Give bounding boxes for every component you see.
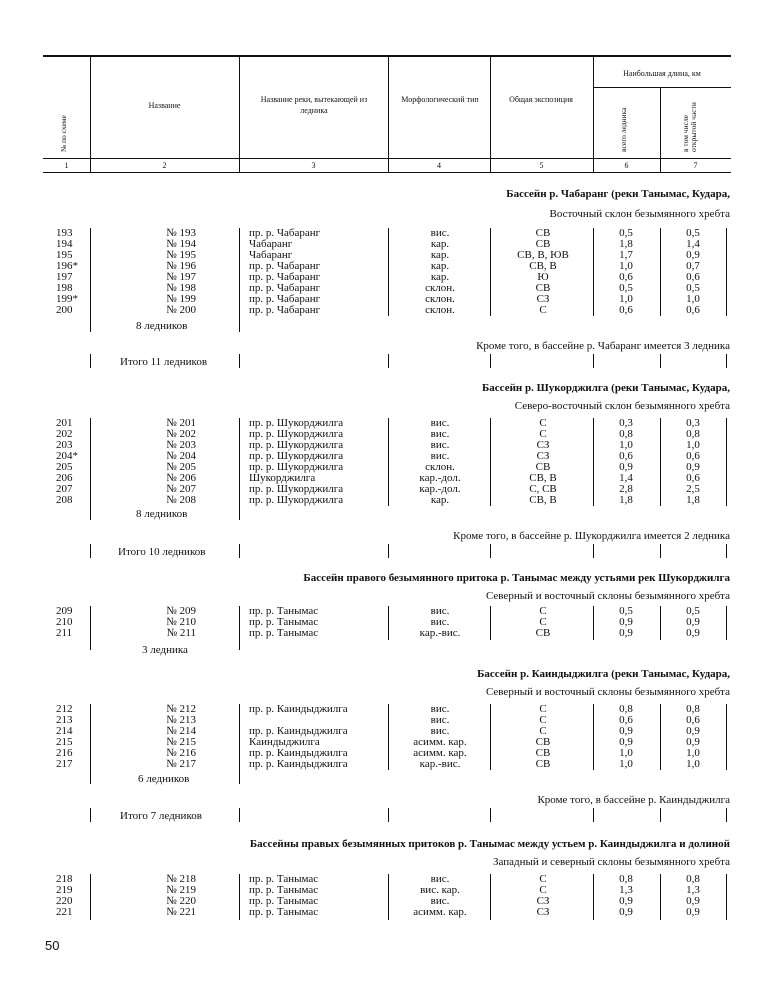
glacier-number: 213: [56, 714, 73, 726]
section-2-divider: [490, 418, 491, 506]
glacier-name: № 219: [166, 884, 196, 896]
section-1-divider: [660, 228, 661, 316]
glacier-name: № 205: [166, 461, 196, 473]
length-open: 0,6: [686, 472, 700, 484]
section-3-divider: [388, 606, 389, 640]
header-col6: всего ледника: [619, 107, 628, 152]
length-total: 0,8: [619, 703, 633, 715]
section-2-divider: [660, 418, 661, 506]
section-5-divider: [239, 874, 240, 920]
section-3-count: 3 ледника: [142, 644, 188, 656]
section-2-divider: [239, 418, 240, 520]
length-total: 1,0: [619, 439, 633, 451]
length-open: 1,0: [686, 439, 700, 451]
length-open: 0,5: [686, 605, 700, 617]
section-4-subtitle: Северный и восточный склоны безымянного хребта: [485, 686, 730, 698]
river-name: пр. р. Танымас: [249, 627, 319, 639]
length-open: 0,6: [686, 304, 700, 316]
exposure: С: [539, 304, 547, 316]
exposure: СВ, В: [529, 260, 557, 272]
length-total: 0,6: [619, 450, 633, 462]
glacier-number: 218: [56, 873, 73, 885]
glacier-number: 207: [56, 483, 73, 495]
section-4-divider: [388, 704, 389, 770]
glacier-number: 202: [56, 428, 73, 440]
section-3-divider: [490, 606, 491, 640]
morph-type: кар.-дол.: [419, 472, 461, 484]
morph-type: склон.: [425, 293, 455, 305]
morph-type: вис. кар.: [420, 884, 460, 896]
glacier-number: 211: [56, 627, 73, 639]
river-name: пр. р. Танымас: [249, 895, 319, 907]
header-col5: Общая экспозиция: [509, 95, 573, 104]
morph-type: кар.: [430, 260, 450, 272]
length-open: 0,7: [686, 260, 700, 272]
river-name: пр. р. Шукорджилга: [249, 461, 344, 473]
length-open: 0,3: [686, 417, 700, 429]
morph-type: вис.: [430, 417, 450, 429]
section-4-divider: [239, 704, 240, 784]
section-3-subtitle: Северный и восточный склоны безымянного хребта: [485, 590, 730, 602]
section-3-divider: [660, 606, 661, 640]
length-open: 1,4: [686, 238, 700, 250]
glacier-name: № 201: [166, 417, 196, 429]
exposure: Ю: [537, 271, 549, 283]
morph-type: вис.: [430, 895, 450, 907]
length-total: 1,7: [619, 249, 633, 261]
river-name: Чабаранг: [249, 249, 293, 261]
glacier-name: № 202: [166, 428, 196, 440]
exposure: СВ, В: [529, 494, 557, 506]
glacier-number: 221: [56, 906, 73, 918]
length-total: 1,4: [619, 472, 633, 484]
river-name: Чабаранг: [249, 238, 293, 250]
length-open: 0,6: [686, 714, 700, 726]
river-name: пр. р. Чабаранг: [249, 282, 321, 294]
colnum-2: 2: [162, 161, 167, 170]
glacier-name: № 197: [166, 271, 196, 283]
morph-type: вис.: [430, 450, 450, 462]
glacier-name: № 215: [166, 736, 196, 748]
river-name: Каиндыджилга: [249, 736, 320, 748]
length-open: 0,9: [686, 627, 700, 639]
section-3-divider: [726, 606, 727, 640]
section-3-divider: [593, 606, 594, 640]
river-name: пр. р. Каиндыджилга: [249, 747, 348, 759]
section-2-divider: [388, 418, 389, 506]
glacier-number: 197: [56, 271, 73, 283]
section-1-title: Бассейн р. Чабаранг (реки Танымас, Кудара,: [506, 188, 730, 200]
length-total: 0,5: [619, 227, 633, 239]
colnum-6: 6: [624, 161, 629, 170]
section-1-total: Итого 11 ледников: [120, 356, 208, 368]
glacier-name: № 210: [166, 616, 196, 628]
header-col3: Название реки, вытекающей из ледника: [260, 95, 368, 115]
river-name: пр. р. Танымас: [249, 605, 319, 617]
river-name: пр. р. Каиндыджилга: [249, 725, 348, 737]
length-total: 1,0: [619, 260, 633, 272]
exposure: СЗ: [536, 895, 550, 907]
morph-type: склон.: [425, 282, 455, 294]
glacier-name: № 216: [166, 747, 196, 759]
glacier-name: № 203: [166, 439, 196, 451]
exposure: С: [539, 616, 547, 628]
river-name: пр. р. Танымас: [249, 616, 319, 628]
glacier-name: № 209: [166, 605, 196, 617]
section-4-total: Итого 7 ледников: [120, 810, 202, 822]
length-open: 0,9: [686, 906, 700, 918]
glacier-name: № 193: [166, 227, 196, 239]
length-total: 0,9: [619, 895, 633, 907]
length-open: 0,9: [686, 895, 700, 907]
exposure: СВ: [535, 282, 551, 294]
exposure: СВ: [535, 461, 551, 473]
morph-type: асимм. кар.: [413, 747, 467, 759]
section-4-title: Бассейн р. Каиндыджилга (реки Танымас, Кудара,: [477, 668, 730, 680]
glacier-number: 219: [56, 884, 73, 896]
section-4-divider: [726, 704, 727, 770]
glacier-name: № 196: [166, 260, 196, 272]
exposure: С: [539, 725, 547, 737]
glacier-name: № 212: [166, 703, 196, 715]
section-2-total: Итого 10 ледников: [118, 546, 206, 558]
section-3-divider: [239, 606, 240, 650]
length-total: 0,8: [619, 428, 633, 440]
section-1-divider: [239, 228, 240, 332]
exposure: СВ: [535, 227, 551, 239]
glacier-name: № 198: [166, 282, 196, 294]
glacier-number: 216: [56, 747, 73, 759]
length-open: 1,8: [686, 494, 700, 506]
river-name: пр. р. Чабаранг: [249, 260, 321, 272]
header-col2: Название: [148, 101, 181, 110]
glacier-number: 210: [56, 616, 73, 628]
length-open: 0,9: [686, 725, 700, 737]
exposure: СВ, В, ЮВ: [517, 249, 569, 261]
river-name: Шукорджилга: [249, 472, 316, 484]
glacier-number: 220: [56, 895, 73, 907]
length-open: 1,0: [686, 293, 700, 305]
section-4-count: 6 ледников: [138, 773, 190, 785]
glacier-name: № 217: [166, 758, 196, 770]
length-total: 0,6: [619, 271, 633, 283]
river-name: пр. р. Чабаранг: [249, 293, 321, 305]
section-5-subtitle: Западный и северный склоны безымянного хребта: [492, 856, 730, 868]
glacier-number: 201: [56, 417, 73, 429]
river-name: пр. р. Шукорджилга: [249, 450, 344, 462]
glacier-name: № 211: [166, 627, 196, 639]
glacier-name: № 221: [166, 906, 196, 918]
morph-type: вис.: [430, 714, 450, 726]
glacier-number: 195: [56, 249, 73, 261]
exposure: С: [539, 605, 547, 617]
morph-type: вис.: [430, 428, 450, 440]
glacier-number: 199*: [56, 293, 78, 305]
section-5-title: Бассейны правых безымянных притоков р. Танымас между устьем р. Каиндыджилга и долиной: [249, 838, 730, 850]
glacier-number: 215: [56, 736, 73, 748]
page-number: 50: [45, 938, 60, 953]
glacier-number: 206: [56, 472, 73, 484]
length-total: 0,9: [619, 725, 633, 737]
glacier-number: 205: [56, 461, 73, 473]
glacier-number: 212: [56, 703, 73, 715]
exposure: С: [539, 714, 547, 726]
exposure: СВ: [535, 747, 551, 759]
glacier-number: 200: [56, 304, 73, 316]
section-3-divider: [90, 606, 91, 650]
length-total: 0,9: [619, 627, 633, 639]
exposure: СЗ: [536, 293, 550, 305]
section-2-divider: [726, 418, 727, 506]
glacier-number: 209: [56, 605, 73, 617]
header-col4: Морфологический тип: [401, 95, 479, 104]
exposure: СВ: [535, 736, 551, 748]
length-open: 0,8: [686, 873, 700, 885]
section-5-divider: [593, 874, 594, 920]
length-total: 0,8: [619, 873, 633, 885]
glacier-number: 217: [56, 758, 73, 770]
section-2-subtitle: Северо-восточный склон безымянного хребта: [514, 400, 730, 412]
river-name: пр. р. Шукорджилга: [249, 428, 344, 440]
length-total: 0,3: [619, 417, 633, 429]
glacier-name: № 214: [166, 725, 196, 737]
colnum-4: 4: [437, 161, 441, 170]
glacier-number: 214: [56, 725, 73, 737]
section-2-divider: [593, 418, 594, 506]
morph-type: кар.-дол.: [419, 483, 461, 495]
exposure: СВ, В: [529, 472, 557, 484]
length-open: 1,0: [686, 747, 700, 759]
exposure: С: [539, 873, 547, 885]
glacier-name: № 206: [166, 472, 196, 484]
river-name: пр. р. Чабаранг: [249, 227, 321, 239]
morph-type: вис.: [430, 873, 450, 885]
colnum-5: 5: [539, 161, 544, 170]
morph-type: кар.: [430, 271, 450, 283]
glacier-number: 193: [56, 227, 73, 239]
section-3-title: Бассейн правого безымянного притока р. Танымас между устьями рек Шукорджилга: [303, 572, 730, 584]
length-open: 0,9: [686, 736, 700, 748]
morph-type: склон.: [425, 304, 455, 316]
morph-type: кар.-вис.: [419, 627, 461, 639]
section-2-note: Кроме того, в бассейне р. Шукорджилга имеется 2 ледника: [453, 530, 730, 542]
length-open: 2,5: [686, 483, 700, 495]
morph-type: вис.: [430, 725, 450, 737]
section-5-divider: [726, 874, 727, 920]
river-name: пр. р. Танымас: [249, 906, 319, 918]
section-5-divider: [490, 874, 491, 920]
glacier-name: № 213: [166, 714, 196, 726]
exposure: СЗ: [536, 439, 550, 451]
section-4-divider: [660, 704, 661, 770]
glacier-name: № 199: [166, 293, 196, 305]
length-open: 0,9: [686, 616, 700, 628]
exposure: С: [539, 428, 547, 440]
length-open: 0,6: [686, 271, 700, 283]
length-total: 0,9: [619, 616, 633, 628]
glacier-number: 196*: [56, 260, 78, 272]
length-total: 1,3: [619, 884, 633, 896]
morph-type: кар.: [430, 238, 450, 250]
length-open: 0,5: [686, 227, 700, 239]
glacier-number: 198: [56, 282, 73, 294]
river-name: пр. р. Шукорджилга: [249, 494, 344, 506]
length-total: 0,9: [619, 736, 633, 748]
length-total: 1,0: [619, 758, 633, 770]
exposure: С: [539, 884, 547, 896]
length-total: 1,8: [619, 238, 633, 250]
glacier-number: 203: [56, 439, 73, 451]
section-1-subtitle: Восточный склон безымянного хребта: [549, 208, 730, 220]
colnum-7: 7: [693, 161, 698, 170]
length-open: 1,0: [686, 758, 700, 770]
morph-type: склон.: [425, 461, 455, 473]
length-total: 0,5: [619, 605, 633, 617]
exposure: С: [539, 703, 547, 715]
river-name: пр. р. Чабаранг: [249, 304, 321, 316]
glacier-number: 194: [56, 238, 73, 250]
length-open: 1,3: [686, 884, 700, 896]
exposure: С: [539, 417, 547, 429]
section-1-count: 8 ледников: [136, 320, 188, 332]
morph-type: кар.: [430, 494, 450, 506]
river-name: пр. р. Шукорджилга: [249, 439, 344, 451]
river-name: пр. р. Каиндыджилга: [249, 703, 348, 715]
river-name: пр. р. Каиндыджилга: [249, 758, 348, 770]
section-4-divider: [90, 704, 91, 784]
section-4-divider: [490, 704, 491, 770]
colnum-1: 1: [64, 161, 69, 170]
length-open: 0,5: [686, 282, 700, 294]
length-total: 0,6: [619, 714, 633, 726]
exposure: СВ: [535, 238, 551, 250]
section-1-divider: [726, 228, 727, 316]
section-5-divider: [388, 874, 389, 920]
section-5-divider: [660, 874, 661, 920]
glacier-name: № 200: [166, 304, 196, 316]
length-total: 0,6: [619, 304, 633, 316]
river-name: пр. р. Чабаранг: [249, 271, 321, 283]
section-1-note: Кроме того, в бассейне р. Чабаранг имеется 3 ледника: [476, 340, 730, 352]
section-1-divider: [90, 228, 91, 332]
header-col1: № по схеме: [59, 115, 68, 152]
length-open: 0,8: [686, 428, 700, 440]
length-total: 1,0: [619, 293, 633, 305]
length-total: 1,0: [619, 747, 633, 759]
section-2-count: 8 ледников: [136, 508, 188, 520]
section-1-divider: [490, 228, 491, 316]
morph-type: асимм. кар.: [413, 906, 467, 918]
glacier-name: № 207: [166, 483, 196, 495]
morph-type: вис.: [430, 616, 450, 628]
exposure: С, СВ: [529, 483, 557, 495]
glacier-name: № 220: [166, 895, 196, 907]
glacier-name: № 218: [166, 873, 196, 885]
glacier-name: № 194: [166, 238, 196, 250]
colnum-3: 3: [311, 161, 316, 170]
glacier-name: № 195: [166, 249, 196, 261]
section-2-title: Бассейн р. Шукорджилга (реки Танымас, Кудара,: [482, 382, 730, 394]
exposure: СЗ: [536, 906, 550, 918]
exposure: СЗ: [536, 450, 550, 462]
morph-type: вис.: [430, 439, 450, 451]
morph-type: вис.: [430, 605, 450, 617]
length-total: 2,8: [619, 483, 633, 495]
length-total: 0,5: [619, 282, 633, 294]
length-open: 0,9: [686, 249, 700, 261]
header-col7: в том числе открытой части: [681, 102, 698, 152]
length-open: 0,9: [686, 461, 700, 473]
river-name: пр. р. Шукорджилга: [249, 417, 344, 429]
exposure: СВ: [535, 758, 551, 770]
section-1-divider: [388, 228, 389, 316]
glacier-number: 208: [56, 494, 73, 506]
length-open: 0,8: [686, 703, 700, 715]
morph-type: кар.-вис.: [419, 758, 461, 770]
length-total: 1,8: [619, 494, 633, 506]
glacier-number: 204*: [56, 450, 78, 462]
glacier-name: № 208: [166, 494, 196, 506]
length-open: 0,6: [686, 450, 700, 462]
header-length-group: Наибольшая длина, км: [623, 69, 701, 78]
length-total: 0,9: [619, 461, 633, 473]
river-name: пр. р. Танымас: [249, 873, 319, 885]
river-name: пр. р. Шукорджилга: [249, 483, 344, 495]
morph-type: асимм. кар.: [413, 736, 467, 748]
morph-type: вис.: [430, 703, 450, 715]
glacier-name: № 204: [166, 450, 196, 462]
exposure: СВ: [535, 627, 551, 639]
section-4-divider: [593, 704, 594, 770]
section-2-divider: [90, 418, 91, 520]
section-4-note: Кроме того, в бассейне р. Каиндыджилга: [537, 794, 730, 806]
river-name: пр. р. Танымас: [249, 884, 319, 896]
section-5-divider: [90, 874, 91, 920]
length-total: 0,9: [619, 906, 633, 918]
morph-type: кар.: [430, 249, 450, 261]
morph-type: вис.: [430, 227, 450, 239]
section-1-divider: [593, 228, 594, 316]
